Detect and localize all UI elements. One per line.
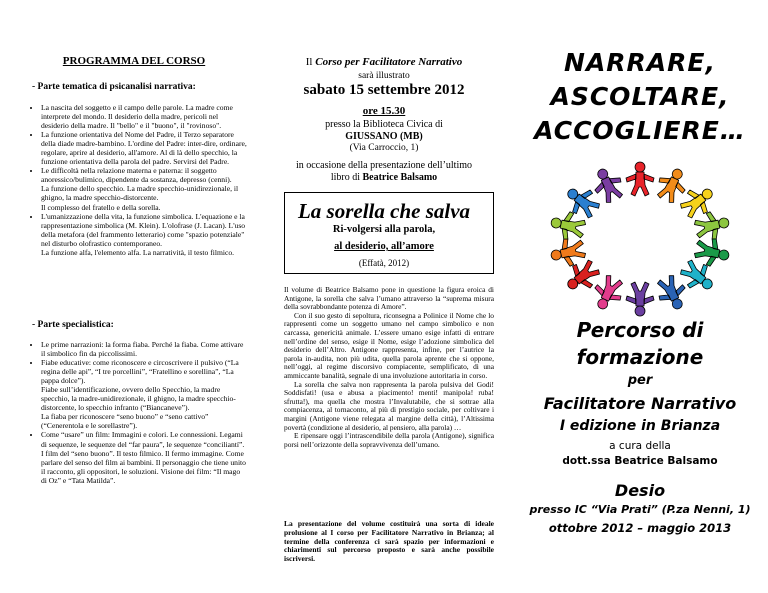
list-item-continuation: La funzione alfa, l'elemento alfa. La narratività, il testo filmico. [41,247,235,257]
percorso-line-1: Percorso di [576,318,704,342]
description-text: E ripensare oggi l’intrascendibile della parola (Antigone), significa porsi nell’orizzonte della sopravvivenza dell’umano. [284,431,494,449]
list-item-text: La funzione orientativa del Nome del Padre, il Terzo separatore della diade madre-bambino. L'ordine del Padre: inter-dire, ordinare, regolare, aprire al desiderio, all'amore. Al di là dello specchio, la funzione orientativa della parola del padre. Servirsi del Padre. [41,130,247,167]
human-figure-icon [548,235,587,270]
book-subtitle-1: Ri-volgersi alla parola, [332,224,436,235]
human-figure-icon [652,272,692,315]
list-item-continuation: La funzione dello specchio. La madre specchio-unidirezionale, il ghigno, la madre specchio-distorcente. [41,184,239,203]
intro-prefix: Il [305,56,313,68]
description-text: La sorella che salva non rappresenta la parola pulsiva del Godi! Soddisfati! (usa e abusa a piacimento! menti! manipola! ruba! sfrutta!), ma quella che mostra l’Invalutabile, che si sottrae alla compiacenza, al tornaconto, al più di prestigio sociale, per coltivare i margini (Antigone viene relegata al margine della città), l’Altissima povertà (condizione al desiderio, al pensiero, alla parola) … [284,379,494,432]
book-title: La sorella che salva [297,199,471,223]
description-paragraph [284,432,494,449]
list-item-text: Le prime narrazioni: la forma fiaba. Perché la fiaba. Come attivare il simbolico fin da piccolissimi. [41,340,244,359]
list-item-text: Fiabe educative: come riconoscere e circoscrivere il pulsivo (“La regina delle api”, “I tre porcellini”, “Fratellino e sorellina”, “La pappa dolce”). [41,358,239,386]
list-item-text: L'umanizzazione della vita, la funzione simbolica. L'equazione e la rappresentazione simbolica (M. Klein). L'olofrase (J. Lacan). L'uso della metafora (del frammento letterario) come "spazio potenziale" nel disturbo olofrastico contemporaneo. [41,211,246,248]
percorso-line-2: formazione [576,345,704,369]
book-description [284,286,494,449]
book-publisher: (Effatà, 2012) [358,258,410,268]
list-item [41,212,247,257]
list-item-continuation: Fiabe sull’identificazione, ovvero dello Specchio, la madre specchio, la madre-unidirezionale, il ghigno, la madre specchio-distorcente, lo specchio infranto (“Biancaneve”). [41,385,236,413]
list-item [41,358,247,430]
course-period: ottobre 2012 – maggio 2013 [548,521,732,535]
event-date: sabato 15 settembre 2012 [303,82,465,98]
human-figure-icon [652,164,692,207]
program-title: PROGRAMMA DEL CORSO [62,55,206,67]
description-paragraph [284,286,494,312]
book-subtitle-2: al desiderio, all’amore [334,241,434,252]
presentation-note: La presentazione del volume costituirà una sorta di ideale prolusione al I corso per Facilitatore Narrativo in Brianza; al termine della conferenza ci sarà spazio per informazioni e chiarimenti sul percorso proposto e sarà anche possibile iscriversi. [284,519,494,564]
edizione-brianza: I edizione in Brianza [559,418,721,434]
human-figure-icon [692,208,731,243]
event-time-wrap [256,101,512,119]
headline-accogliere: ACCOGLIERE… [534,116,746,145]
list-item-continuation: La fiaba per riconoscere “seno buono” e “seno cattivo” (“Cenerentola e le sorellastre”). [41,412,209,431]
headline-ascoltare: ASCOLTARE, [550,82,730,111]
per-text: per [627,373,653,388]
description-text: Con il suo gesto di sepoltura, riconsegna a Polinice il Nome che lo rappresenti come un soggetto umano nel campo simbolico e non carcassa, genericità animale. L’essere umano esige infatti di entrare nell’ordine del senso, esige il Nome, esige l’adozione simbolica del desiderio dell’Altro. Antigone rappresenta, infine, per l’autrice la parola in-audita, non più udita, quella parola aprente che si oppone, nell’oggi, al regime discorsivo compiacente, semplificato, di una ammiccante banalità, segnale di una involuzione autoritaria in corso. [284,310,494,380]
human-figure-icon [692,235,731,270]
venue-city: GIUSSANO (MB) [345,131,423,142]
list-item-text: Le difficoltà nella relazione materna e paterna: il soggetto anoressico/bulimico, dipendente da sostanza, depresso (cenni). [41,166,232,185]
venue-address: (Via Carroccio, 1) [349,143,419,153]
author-name: Beatrice Balsamo [362,172,438,183]
occasion-prefix: libro di [330,172,360,183]
headline-narrare: NARRARE, [564,48,716,77]
section-thematic-heading: - Parte tematica di psicanalisi narrativa: [32,82,196,92]
book-subtitle-2-wrap [256,236,512,254]
course-intro-line [256,56,512,68]
doctor-name: dott.ssa Beatrice Balsamo [562,455,718,467]
illustrated-text: sarà illustrato [358,71,410,81]
facilitatore-title: Facilitatore Narrativo [543,394,737,413]
list-item [41,430,247,484]
event-time: ore 15.30 [362,105,406,117]
course-name: Corso per Facilitatore Narrativo [315,56,463,68]
list-item [41,103,247,130]
human-figure-icon [626,162,654,196]
section-specialist-heading: - Parte specialistica: [32,320,114,330]
list-item [41,340,247,358]
human-figure-icon [588,164,628,207]
city-desio: Desio [614,481,666,500]
human-figure-icon [588,272,628,315]
list-item-continuation: Il complesso del fratello e della sorella. [41,202,161,212]
human-figure-icon [626,282,654,316]
list-item [41,130,247,166]
description-paragraph [284,381,494,433]
human-figure-icon [548,208,587,243]
school-location: presso IC “Via Prati” (P.za Nenni, 1) [529,503,751,516]
description-paragraph [284,312,494,381]
occasion-line-1: in occasione della presentazione dell’ultimo [295,160,473,171]
list-item-text: La nascita del soggetto e il campo delle parole. La madre come interprete del mondo. Il desiderio della madre, pericoli nel desiderio della madre. Il "bello" e il "buono", il "rovinoso". [41,103,233,131]
description-text: Il volume di Beatrice Balsamo pone in questione la figura eroica di Antigone, la sorella che salva l’umano attraverso la “suprema misura della sovrabbondante potenza di Amore”. [284,285,494,312]
venue-line-1: presso la Biblioteca Civica di [325,119,443,130]
list-item-text: Come “usare” un film: Immagini e colori. Le connessioni. Legami di sequenze, le sequenze del “far paura”, le sequenze “conciliantí”. I film del “seno buono”. Il testo filmico. Il fermo immagine. Come parlare del senso del film ai bambini. Il personaggio che tiene unito il racconto, gli oppositori, le soluzioni. Visione dei film: “Il mago di Oz” e “Tata Matilda”. [41,430,246,485]
thematic-topic-list [30,103,247,257]
list-item [41,166,247,211]
cura-text: a cura della [609,440,671,452]
occasion-line-2 [256,172,512,183]
specialist-topic-list [30,340,247,485]
ring-of-figures-illustration [540,160,740,318]
